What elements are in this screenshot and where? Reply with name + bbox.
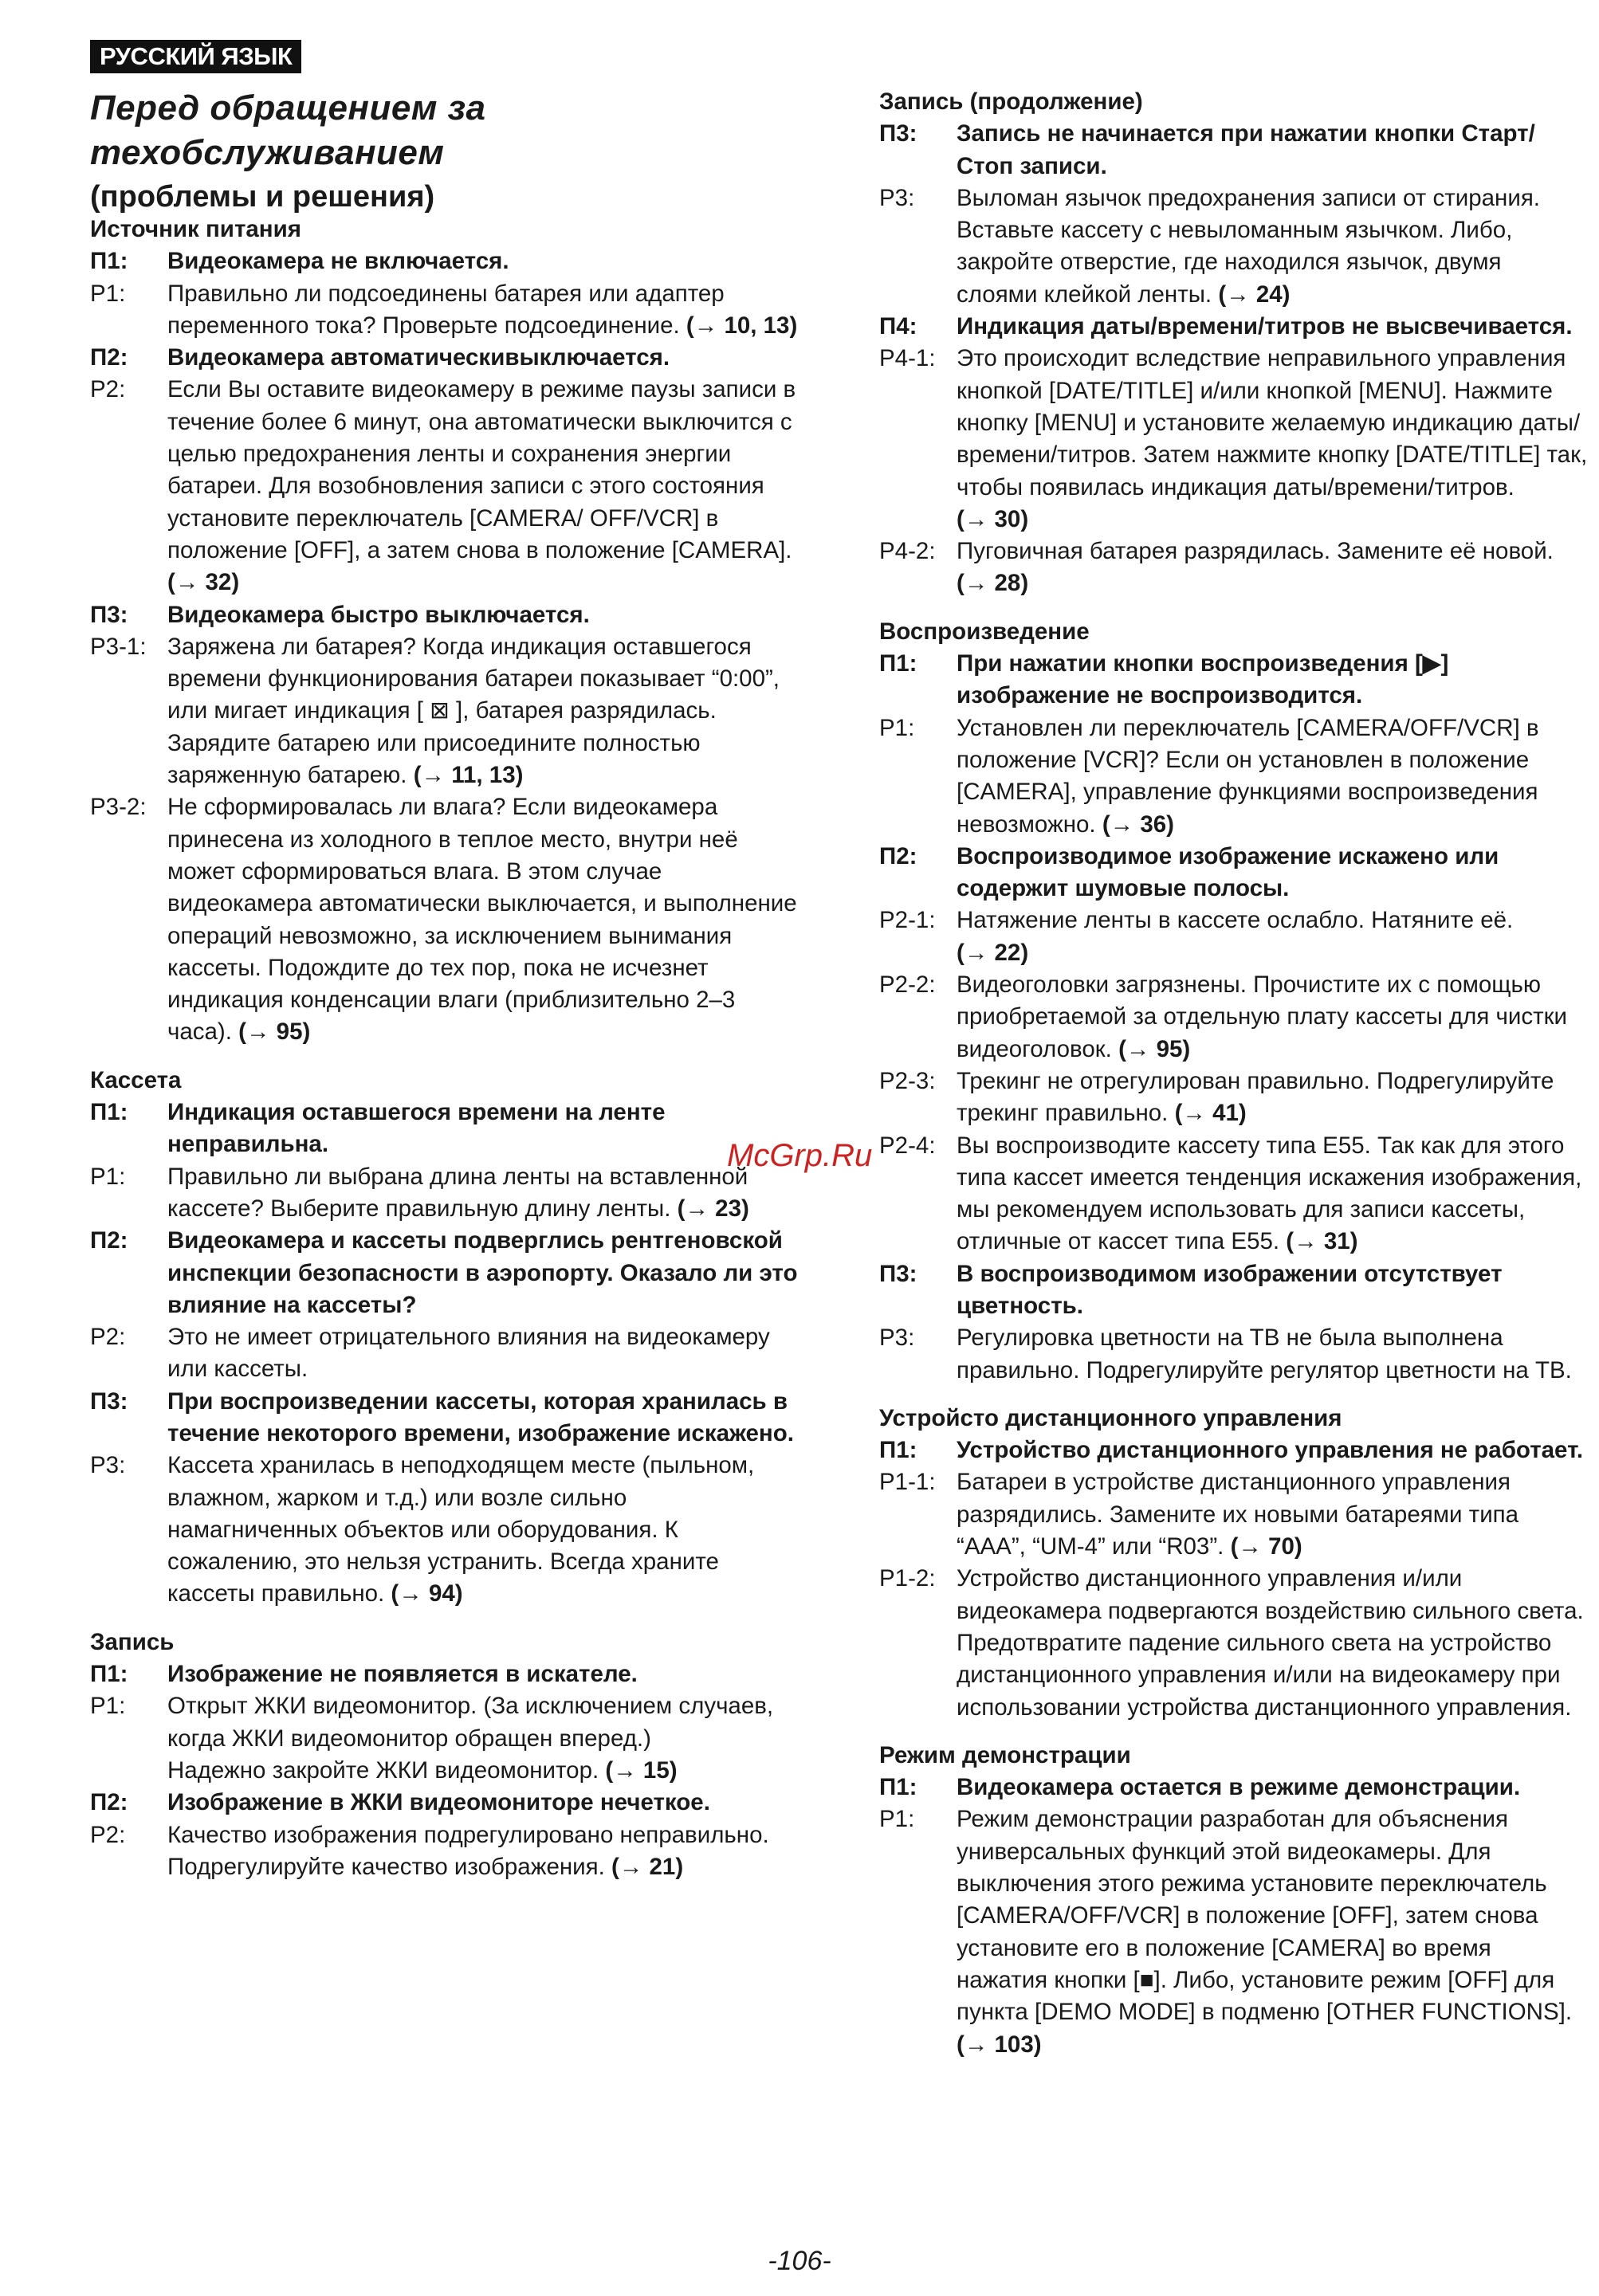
answer-text [167, 1450, 800, 1610]
answer-row [90, 1450, 800, 1610]
page-reference: (→ 94) [391, 1580, 463, 1607]
question-text [167, 1225, 800, 1321]
answer-text [167, 1851, 800, 1883]
item-label: П1: [879, 1774, 917, 1801]
item-label: П3: [879, 120, 917, 147]
item-label: P1: [879, 714, 915, 741]
page-subtitle: (проблемы и решения) [90, 180, 435, 214]
section-title: Воспроизведение [879, 618, 1090, 645]
answer-text [167, 1321, 800, 1386]
page-reference: (→ 24) [1218, 281, 1291, 308]
item-text: Подрегулируйте качество изображения. [167, 1853, 605, 1880]
item-label: П3: [90, 1387, 128, 1415]
qa-list [879, 1772, 1589, 2061]
section-title: Устройсто дистанционного управления [879, 1404, 1342, 1431]
question-text [167, 1787, 800, 1819]
section-title: Запись [90, 1628, 175, 1655]
watermark: McGrp.Ru [727, 1138, 873, 1173]
page-reference: (→ 23) [677, 1195, 749, 1222]
answer-text [957, 1130, 1589, 1258]
item-label: P4-1: [879, 345, 936, 372]
answer-row [90, 1819, 800, 1851]
item-label: П1: [90, 1661, 128, 1688]
answer-row [90, 1755, 800, 1787]
question-text [957, 311, 1589, 343]
item-label: П3: [90, 601, 128, 628]
section-title: Режим демонстрации [879, 1741, 1131, 1768]
answer-row [879, 1322, 1589, 1387]
answer-row [879, 1803, 1589, 2060]
item-text: Пуговичная батарея разрядилась. Замените её новой. [957, 538, 1554, 565]
item-label: П2: [90, 1227, 128, 1254]
question-text [957, 1258, 1589, 1323]
section-title: Запись (продолжение) [879, 88, 1143, 115]
answer-text [957, 905, 1589, 969]
answer-text [957, 536, 1589, 600]
answer-text [957, 1803, 1589, 2060]
item-label: P1: [879, 1806, 915, 1833]
item-label: P1-2: [879, 1565, 936, 1592]
page-reference: (→ 36) [1102, 810, 1174, 838]
item-label: P2: [90, 1324, 126, 1351]
page-reference: (→ 95) [238, 1018, 311, 1046]
item-text: Заряжена ли батарея? Когда индикация оставшегося времени функционирования батареи показывает “0:00”, или мигает индикация [ ⊠ ], батарея разрядилась. Зарядите батарею или присоедините полностью заряженную батарею. [167, 633, 780, 789]
qa-list [879, 648, 1589, 1387]
item-label [90, 1851, 167, 1883]
answer-row [90, 1851, 800, 1883]
answer-row [90, 791, 800, 1048]
item-label: П3: [879, 1260, 917, 1287]
question-row [90, 1386, 800, 1450]
section-power [90, 214, 800, 1049]
section-playback [879, 616, 1589, 1387]
page-reference: (→ 11, 13) [413, 762, 524, 789]
item-text: Установлен ли переключатель [CAMERA/OFF/VCR] в положение [VCR]? Если он установлен в положение [CAMERA], управление функциями воспроизведения невозможно. [957, 714, 1539, 838]
item-text: Это не имеет отрицательного влияния на видеокамеру или кассеты. [167, 1324, 770, 1383]
page-reference: (→ 30) [957, 505, 1029, 532]
page-reference: (→ 28) [957, 570, 1029, 597]
question-text [957, 648, 1589, 712]
question-row [879, 648, 1589, 712]
item-label: P1-1: [879, 1469, 936, 1496]
answer-row [90, 278, 800, 343]
answer-row [879, 183, 1589, 311]
question-text [167, 245, 800, 277]
item-label: P1: [90, 280, 126, 307]
item-label: P2: [90, 376, 126, 403]
section-record [90, 1627, 800, 1883]
item-text: Режим демонстрации разработан для объяснения универсальных функций этой видеокамеры. Для выключения этого режима установите переключатель [CAMERA/OFF/VCR] в положение [OFF], затем снова установите его в положение [CAMERA] во время нажатия кнопки [■]. Либо, установите режим [OFF] для пункта [DEMO MODE] в подменю [OTHER FUNCTIONS]. [957, 1806, 1573, 2026]
item-text: Выломан язычок предохранения записи от стирания. Вставьте кассету с невыломанным язычком. Либо, закройте отверстие, где находился язычок, двумя слоями клейкой ленты. [957, 184, 1540, 308]
item-label: П1: [879, 650, 917, 677]
page-reference: (→ 32) [167, 569, 240, 596]
question-row [90, 599, 800, 631]
answer-text [957, 1563, 1589, 1723]
page-reference: (→ 103) [957, 2031, 1042, 2058]
page-reference: (→ 31) [1286, 1228, 1358, 1255]
question-text [167, 1658, 800, 1690]
question-row [90, 1658, 800, 1690]
question-text [167, 342, 800, 374]
left-column [90, 214, 800, 1883]
item-label: P3: [879, 184, 915, 211]
question-row [90, 1097, 800, 1161]
item-text: Видеокамера быстро выключается. [167, 601, 590, 628]
answer-text [167, 631, 800, 791]
question-text [957, 841, 1589, 905]
item-text: Устройство дистанционного управления не работает. [957, 1437, 1584, 1464]
item-label: P2: [90, 1821, 126, 1848]
question-text [957, 1435, 1589, 1466]
title-block [90, 86, 792, 217]
item-text: Правильно ли выбрана длина ленты на вставленной кассете? Выберите правильную длину ленты. [167, 1163, 748, 1222]
item-text: Устройство дистанционного управления и/или видеокамера подвергаются воздействию сильного света. Предотвратите падение сильного света на устройство дистанционного управления и/или на видеокамеру при использовании устройства дистанционного управления. [957, 1565, 1584, 1721]
item-text: Батареи в устройстве дистанционного управления разрядились. Замените их новыми батареями типа “AAA”, “UM-4” или “R03”. [957, 1469, 1519, 1560]
item-label: P4-2: [879, 538, 936, 565]
answer-text [167, 278, 800, 343]
answer-text [957, 969, 1589, 1066]
item-text: В воспроизводимом изображении отсутствует цветность. [957, 1260, 1503, 1319]
answer-row [90, 1161, 800, 1226]
qa-list [879, 1435, 1589, 1724]
page-number: -106- [768, 2246, 831, 2276]
item-text: При воспроизведении кассеты, которая хранилась в течение некоторого времени, изображение искажено. [167, 1387, 794, 1446]
item-label: П1: [879, 1437, 917, 1464]
answer-text [167, 1755, 800, 1787]
section-cassette [90, 1065, 800, 1611]
answer-text [957, 712, 1589, 841]
item-text: Надежно закройте ЖКИ видеомонитор. [167, 1756, 599, 1784]
answer-row [90, 374, 800, 599]
answer-text [957, 183, 1589, 311]
answer-row [879, 536, 1589, 600]
section-record-continued [879, 86, 1589, 600]
answer-text [167, 1819, 800, 1851]
qa-list [90, 1658, 800, 1883]
answer-row [90, 1321, 800, 1386]
page-reference: (→ 21) [611, 1853, 684, 1880]
item-label: P1: [90, 1693, 126, 1720]
question-row [879, 1435, 1589, 1466]
page-reference: (→ 70) [1230, 1533, 1302, 1560]
answer-row [90, 631, 800, 791]
answer-text [167, 374, 800, 599]
item-label: P3: [879, 1325, 915, 1352]
question-row [879, 841, 1589, 905]
page-reference: (→ 10, 13) [686, 312, 798, 339]
item-text: Натяжение ленты в кассете ослабло. Натяните её. [957, 907, 1514, 934]
item-text: Индикация оставшегося времени на ленте неправильна. [167, 1099, 666, 1158]
item-text: Видеокамера остается в режиме демонстрации. [957, 1774, 1521, 1801]
question-text [167, 1386, 800, 1450]
section-title: Источник питания [90, 216, 301, 242]
answer-text [957, 1322, 1589, 1387]
answer-row [879, 1563, 1589, 1723]
page-reference: (→ 95) [1118, 1035, 1191, 1062]
item-label: P2-3: [879, 1067, 936, 1094]
item-label: P1: [90, 1163, 126, 1190]
page-reference: (→ 41) [1174, 1100, 1247, 1127]
item-text: Открыт ЖКИ видеомонитор. (За исключением случаев, когда ЖКИ видеомонитор обращен вперед.) [167, 1693, 774, 1752]
page-title-line-1: Перед обращением за [90, 88, 486, 128]
item-text: Правильно ли подсоединены батарея или адаптер переменного тока? Проверьте подсоединение. [167, 280, 725, 339]
answer-row [879, 1466, 1589, 1563]
item-text: Трекинг не отрегулирован правильно. Подрегулируйте трекинг правильно. [957, 1067, 1554, 1127]
item-text: Изображение в ЖКИ видеомониторе нечеткое. [167, 1789, 710, 1816]
item-label: П1: [90, 1099, 128, 1126]
item-text: Изображение не появляется в искателе. [167, 1661, 638, 1688]
qa-list [879, 118, 1589, 599]
page-title-line-2: техобслуживанием [90, 133, 445, 172]
section-title: Кассета [90, 1066, 182, 1093]
answer-row [90, 1690, 800, 1755]
item-text: Видеокамера и кассеты подверглись рентгеновской инспекции безопасности в аэропорту. Оказало ли это влияние на кассеты? [167, 1227, 798, 1318]
question-row [879, 118, 1589, 183]
item-label: P2-1: [879, 907, 936, 934]
item-text: Если Вы оставите видеокамеру в режиме паузы записи в течение более 6 минут, она автоматически выключится с целью предохранения ленты и сохранения энергии батареи. Для возобновления записи с этого состояния установите переключатель [CAMERA/ OFF/VCR] в положение [OFF], а затем снова в положение [CAMERA]. [167, 376, 796, 563]
answer-text [167, 791, 800, 1048]
item-text: Не сформировалась ли влага? Если видеокамера принесена из холодного в теплое место, внутри неё может сформироваться влага. В этом случае видеокамера автоматически выключается, и выполнение операций невозможно, за исключением вынимания кассеты. Подождите до тех пор, пока не исчезнет индикация конденсации влаги (приблизительно 2–3 часа). [167, 794, 797, 1046]
item-text: Индикация даты/времени/титров не высвечивается. [957, 313, 1573, 340]
page-reference: (→ 22) [957, 939, 1029, 966]
question-row [879, 311, 1589, 343]
item-label: P3: [90, 1452, 126, 1479]
question-text [167, 599, 800, 631]
item-label: P3-2: [90, 794, 147, 821]
language-tag: РУССКИЙ ЯЗЫК [90, 40, 301, 73]
question-row [90, 1787, 800, 1819]
item-text: Видеокамера не включается. [167, 248, 509, 275]
question-row [90, 342, 800, 374]
question-row [879, 1258, 1589, 1323]
answer-text [957, 1066, 1589, 1130]
answer-text [167, 1690, 800, 1755]
item-text: Воспроизводимое изображение искажено или содержит шумовые полосы. [957, 842, 1499, 902]
item-label: П2: [90, 1789, 128, 1816]
item-text: Видеокамера автоматическивыключается. [167, 344, 670, 371]
item-label: П4: [879, 313, 917, 340]
item-text: Видеоголовки загрязнены. Прочистите их с помощью приобретаемой за отдельную плату кассеты для чистки видеоголовок. [957, 971, 1567, 1062]
item-text: Кассета хранилась в неподходящем месте (пыльном, влажном, жарком и т.д.) или возле сильно намагниченных объектов или оборудования. К сожалению, это нельзя устранить. Всегда храните кассеты правильно. [167, 1452, 755, 1607]
question-row [879, 1772, 1589, 1803]
answer-row [879, 712, 1589, 841]
answer-row [879, 969, 1589, 1066]
item-text: Вы воспроизводите кассету типа E55. Так как для этого типа кассет имеется тенденция искажения изображения, мы рекомендуем использовать для записи кассеты, отличные от кассет типа E55. [957, 1132, 1582, 1255]
answer-text [957, 1466, 1589, 1563]
item-label [90, 1755, 167, 1787]
item-label: П1: [90, 248, 128, 275]
answer-row [879, 343, 1589, 536]
item-label: П2: [879, 842, 917, 869]
qa-list [90, 1097, 800, 1611]
right-column [879, 86, 1589, 2061]
answer-text [957, 343, 1589, 536]
answer-row [879, 1066, 1589, 1130]
answer-text [167, 1161, 800, 1226]
item-text: При нажатии кнопки воспроизведения [▶] изображение не воспроизводится. [957, 650, 1449, 709]
item-label: П2: [90, 344, 128, 371]
page-reference: (→ 15) [605, 1756, 678, 1784]
section-remote [879, 1403, 1589, 1724]
answer-row [879, 1130, 1589, 1258]
item-label: P2-4: [879, 1132, 936, 1159]
item-text: Запись не начинается при нажатии кнопки Старт/Стоп записи. [957, 120, 1535, 179]
answer-row [879, 905, 1589, 969]
question-row [90, 1225, 800, 1321]
item-label: P2-2: [879, 971, 936, 999]
item-text: Качество изображения подрегулировано неправильно. [167, 1821, 769, 1848]
item-text: Регулировка цветности на ТВ не была выполнена правильно. Подрегулируйте регулятор цветности на ТВ. [957, 1325, 1572, 1383]
qa-list [90, 245, 800, 1048]
section-demo [879, 1740, 1589, 2061]
question-text [957, 1772, 1589, 1803]
question-text [957, 118, 1589, 183]
item-label: P3-1: [90, 633, 147, 660]
item-text: Это происходит вследствие неправильного управления кнопкой [DATE/TITLE] и/или кнопкой [MENU]. Нажмите кнопку [MENU] и установите желаемую индикацию даты/времени/титров. Затем нажмите кнопку [DATE/TITLE] так, чтобы появилась индикация даты/времени/титров. [957, 345, 1588, 500]
question-text [167, 1097, 800, 1161]
question-row [90, 245, 800, 277]
